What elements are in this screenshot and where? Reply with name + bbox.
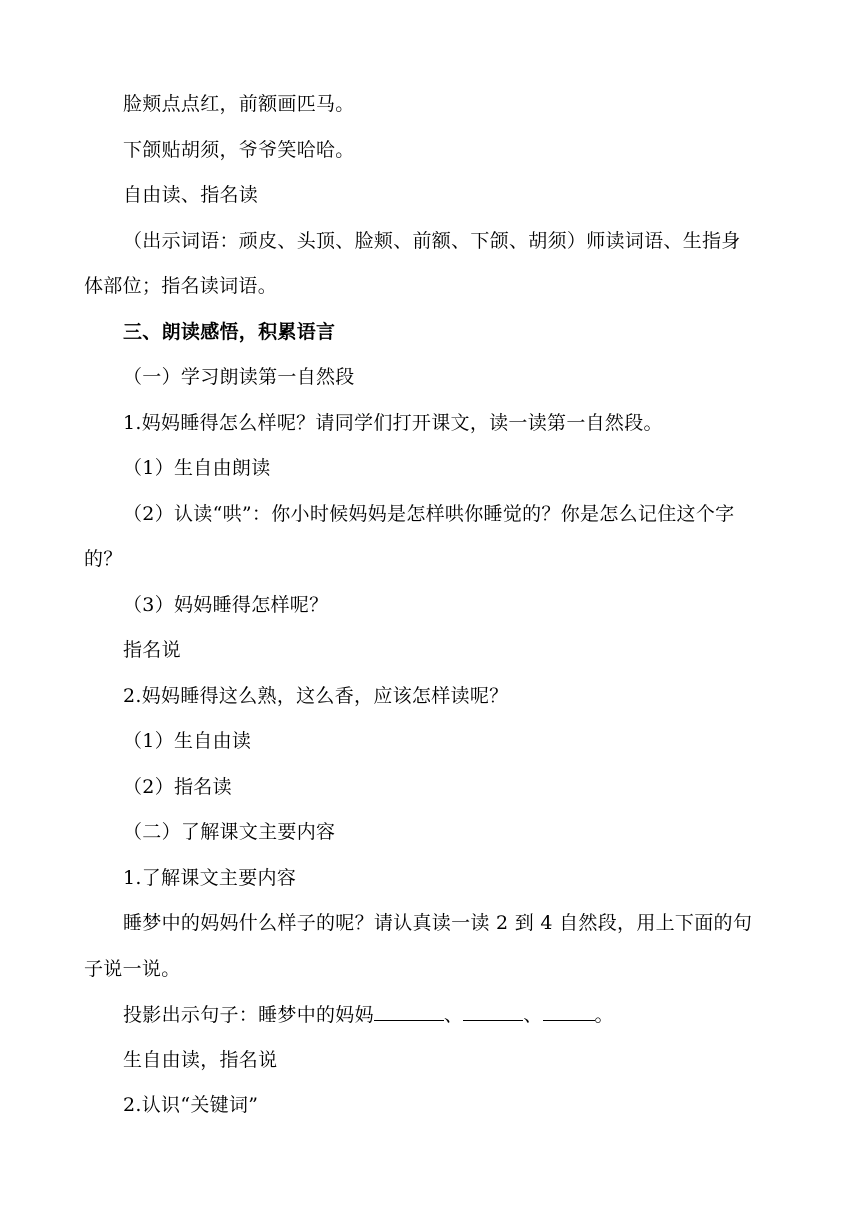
text-line: （出示词语：顽皮、头顶、脸颊、前额、下颌、胡须）师读词语、生指身	[123, 230, 741, 252]
text-line: 下颌贴胡须，爷爷笑哈哈。	[123, 139, 355, 161]
subsection-heading: （二）了解课文主要内容	[123, 821, 336, 843]
text-line: 1.了解课文主要内容	[123, 867, 297, 889]
text-line: （2）认读“哄”：你小时候妈妈是怎样哄你睡觉的？你是怎么记住这个字	[123, 503, 735, 525]
text-line: 自由读、指名读	[123, 184, 259, 206]
text-line: 2.妈妈睡得这么熟，这么香，应该怎样读呢？	[123, 685, 509, 707]
answer-blank	[374, 1002, 444, 1021]
separator: 、	[523, 1004, 543, 1026]
text-line: （1）生自由读	[123, 730, 252, 752]
text-line: 2.认识“关键词”	[123, 1094, 259, 1116]
text-line: （1）生自由朗读	[123, 457, 271, 479]
text-line: （2）指名读	[123, 776, 232, 798]
sentence-prompt: 投影出示句子：睡梦中的妈妈	[123, 1004, 374, 1026]
answer-blank	[543, 1002, 595, 1021]
subsection-heading: （一）学习朗读第一自然段	[123, 366, 355, 388]
text-line: 子说一说。	[84, 958, 181, 980]
text-line: 生自由读，指名说	[123, 1049, 278, 1071]
text-line: （3）妈妈睡得怎样呢？	[123, 594, 329, 616]
text-line: 1.妈妈睡得怎么样呢？请同学们打开课文，读一读第一自然段。	[123, 412, 663, 434]
text-line: 睡梦中的妈妈什么样子的呢？请认真读一读 2 到 4 自然段，用上下面的句	[123, 912, 753, 934]
text-line: 脸颊点点红，前额画匹马。	[123, 93, 355, 115]
answer-blank	[463, 1002, 523, 1021]
text-line: 体部位；指名读词语。	[84, 275, 278, 297]
text-line: 指名说	[123, 639, 181, 661]
separator: 、	[443, 1004, 464, 1026]
section-heading: 三、朗读感悟，积累语言	[123, 321, 336, 343]
fill-in-sentence	[123, 1002, 614, 1027]
text-line: 的？	[84, 548, 123, 570]
separator: 。	[594, 1004, 614, 1026]
